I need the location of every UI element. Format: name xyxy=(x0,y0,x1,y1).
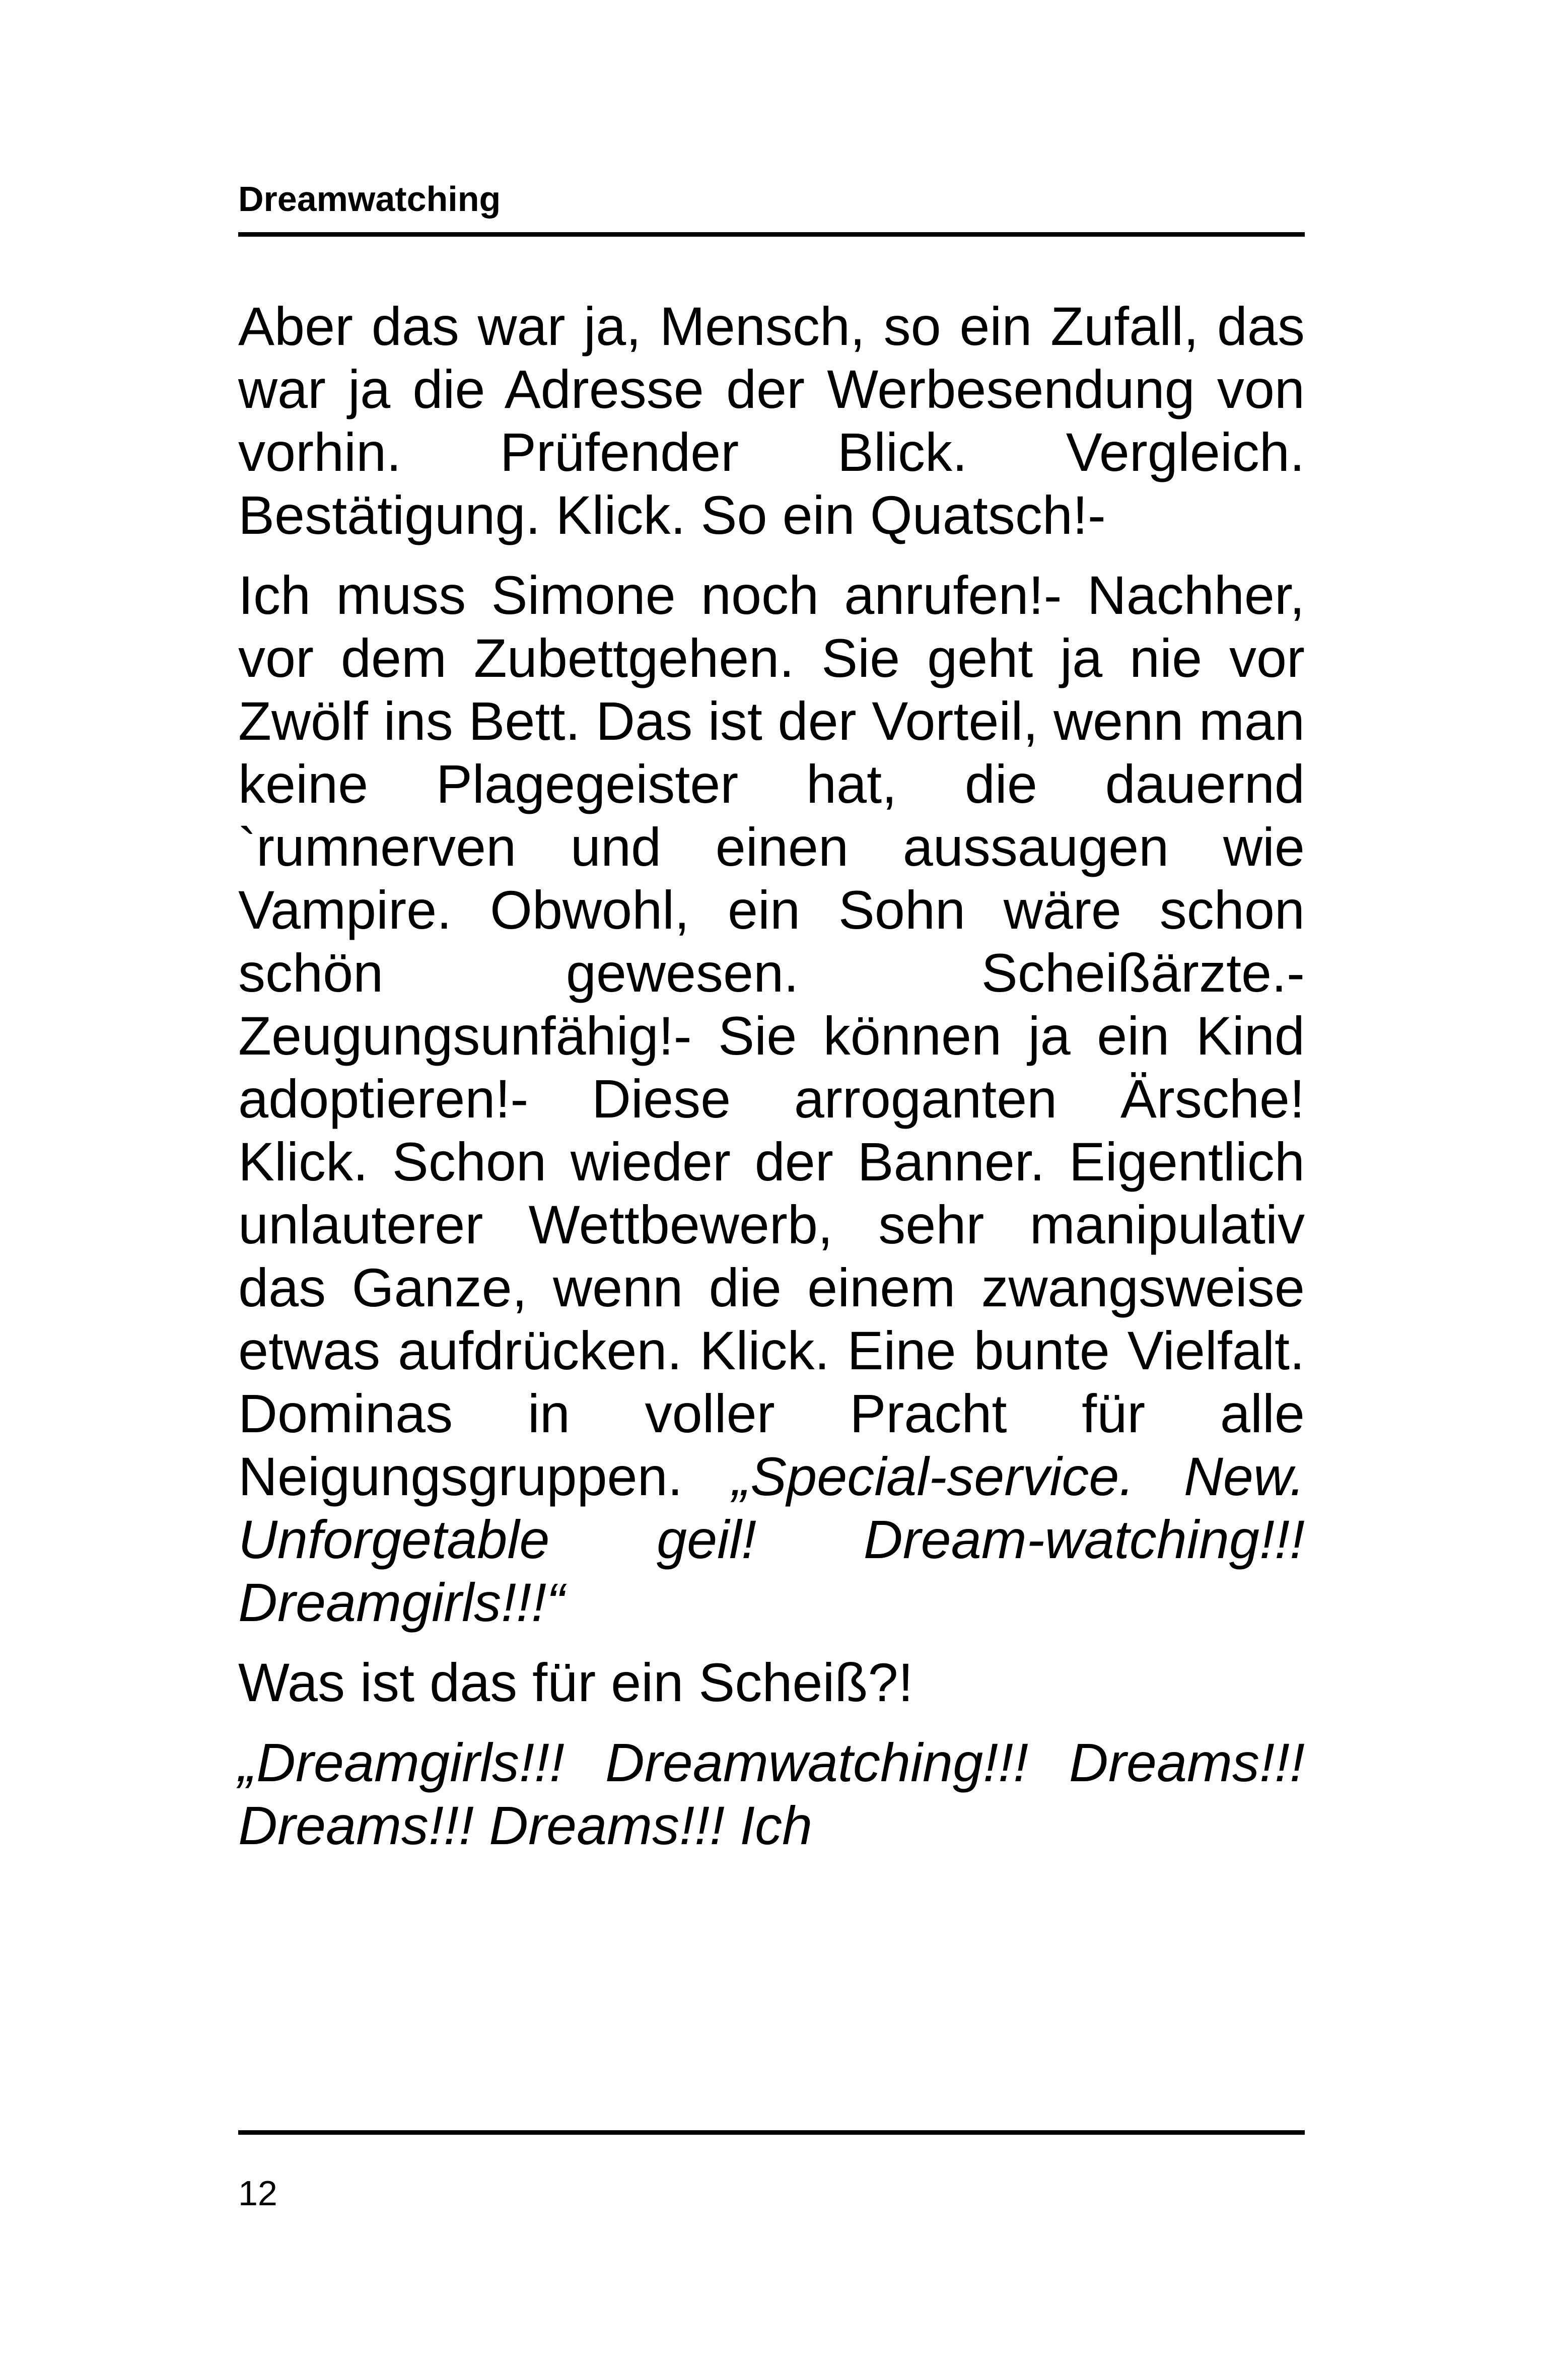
paragraph-text: Ich muss Simone noch anrufen!- Nachher, vor dem Zubettgehen. Sie geht ja nie vor Zwölf ins Bett. Das ist der Vorteil, wenn man keine Plagegeister hat, die dauernd `rumnerven und einen aussaugen wie Vampire. Obwohl, ein Sohn wäre schon schön gewesen. Scheißärzte.- Zeugungsunfähig!- Sie können ja ein Kind adoptieren!- Diese arroganten Ärsche! Klick. Schon wieder der Banner. Eigentlich unlauterer Wettbewerb, sehr manipulativ das Ganze, wenn die einem zwangsweise etwas aufdrücken. Klick. Eine bunte Vielfalt. Dominas in voller Pracht für alle Neigungsgruppen. xyxy=(238,565,1305,1507)
footer-rule xyxy=(238,2130,1305,2135)
paragraph: Was ist das für ein Scheiß?! xyxy=(238,1652,913,1713)
page-body xyxy=(238,295,1305,1874)
italic-quote: „Special-service. New. Unforgetable geil! Dream-watching!!! Dreamgirls!!!“ xyxy=(238,1446,1305,1633)
running-header xyxy=(238,177,1305,237)
paragraph: Aber das war ja, Mensch, so ein Zufall, das war ja die Adresse der Werbesendung von vorhin. Prüfender Blick. Vergleich. Bestätigung. Klick. So ein Quatsch!- xyxy=(238,296,1305,545)
paragraph xyxy=(238,1731,1305,1857)
italic-quote: „Dreamgirls!!! Dreamwatching!!! Dreams!!! Dreams!!! Dreams!!! Ich xyxy=(238,1732,1305,1856)
paragraph xyxy=(238,564,1305,1634)
running-header-title: Dreamwatching xyxy=(238,179,501,219)
page-number: 12 xyxy=(238,2174,277,2213)
